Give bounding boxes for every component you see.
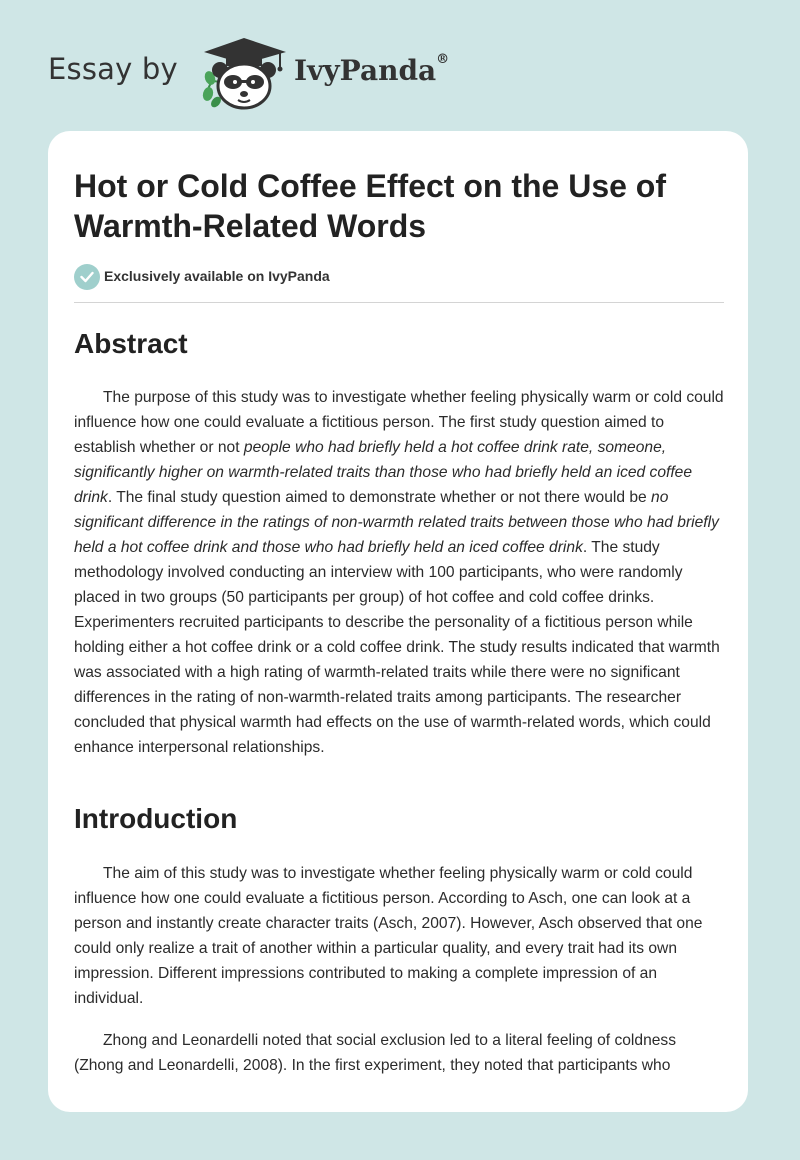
divider [74, 302, 724, 303]
check-icon [74, 264, 100, 290]
panda-logo-icon [200, 34, 288, 110]
introduction-paragraph-1: The aim of this study was to investigate whether feeling physically warm or cold could influence how one could evaluate a fictitious person. According to Asch, one can look at a person and instantly create character traits (Asch, 2007). However, Asch observed that one could only realize a trait of another within a particular quality, and every trait had its own impression. Different impressions contributed to making a complete impression of an individual. [74, 865, 703, 1007]
exclusive-badge [74, 262, 724, 292]
abstract-paragraph: The purpose of this study was to investigate whether feeling physically warm or cold could influence how one could evaluate a fictitious person. The first study question aimed to establish whether or not people who had briefly held a hot coffee drink rate, someone, significantly higher on warmth-related traits than those who had briefly held an iced coffee drink. The final study question aimed to demonstrate whether or not there would be no significant difference in the ratings of non-warmth related traits between those who had briefly held a hot coffee drink and those who had briefly held an iced coffee drink. The study methodology involved conducting an interview with 100 participants, who were randomly placed in two groups (50 participants per group) of hot coffee and cold coffee drinks. Experimenters recruited participants to describe the personality of a fictitious person while holding either a hot coffee drink or a cold coffee drink. The study results indicated that warmth was associated with a high rating of warmth-related traits while there were no significant differences in the rating of non-warmth-related traits among participants. The researcher concluded that physical warmth had effects on the use of warmth-related words, which could enhance interpersonal relationships. [74, 389, 724, 756]
essay-card [48, 131, 748, 1112]
exclusive-label: Exclusively available on IvyPanda [104, 268, 330, 284]
introduction-paragraph-2: Zhong and Leonardelli noted that social exclusion led to a literal feeling of coldness (Zhong and Leonardelli, 2008). In the first experiment, they noted that participants who [74, 1032, 677, 1074]
site-header [48, 34, 548, 114]
essay-by-label: Essay by [48, 52, 178, 86]
section-heading-introduction: Introduction [74, 803, 238, 834]
section-heading-abstract: Abstract [74, 328, 188, 359]
page-title: Hot or Cold Coffee Effect on the Use of Warmth-Related Words [74, 168, 666, 244]
brand-name[interactable]: IvyPanda® [294, 52, 450, 87]
